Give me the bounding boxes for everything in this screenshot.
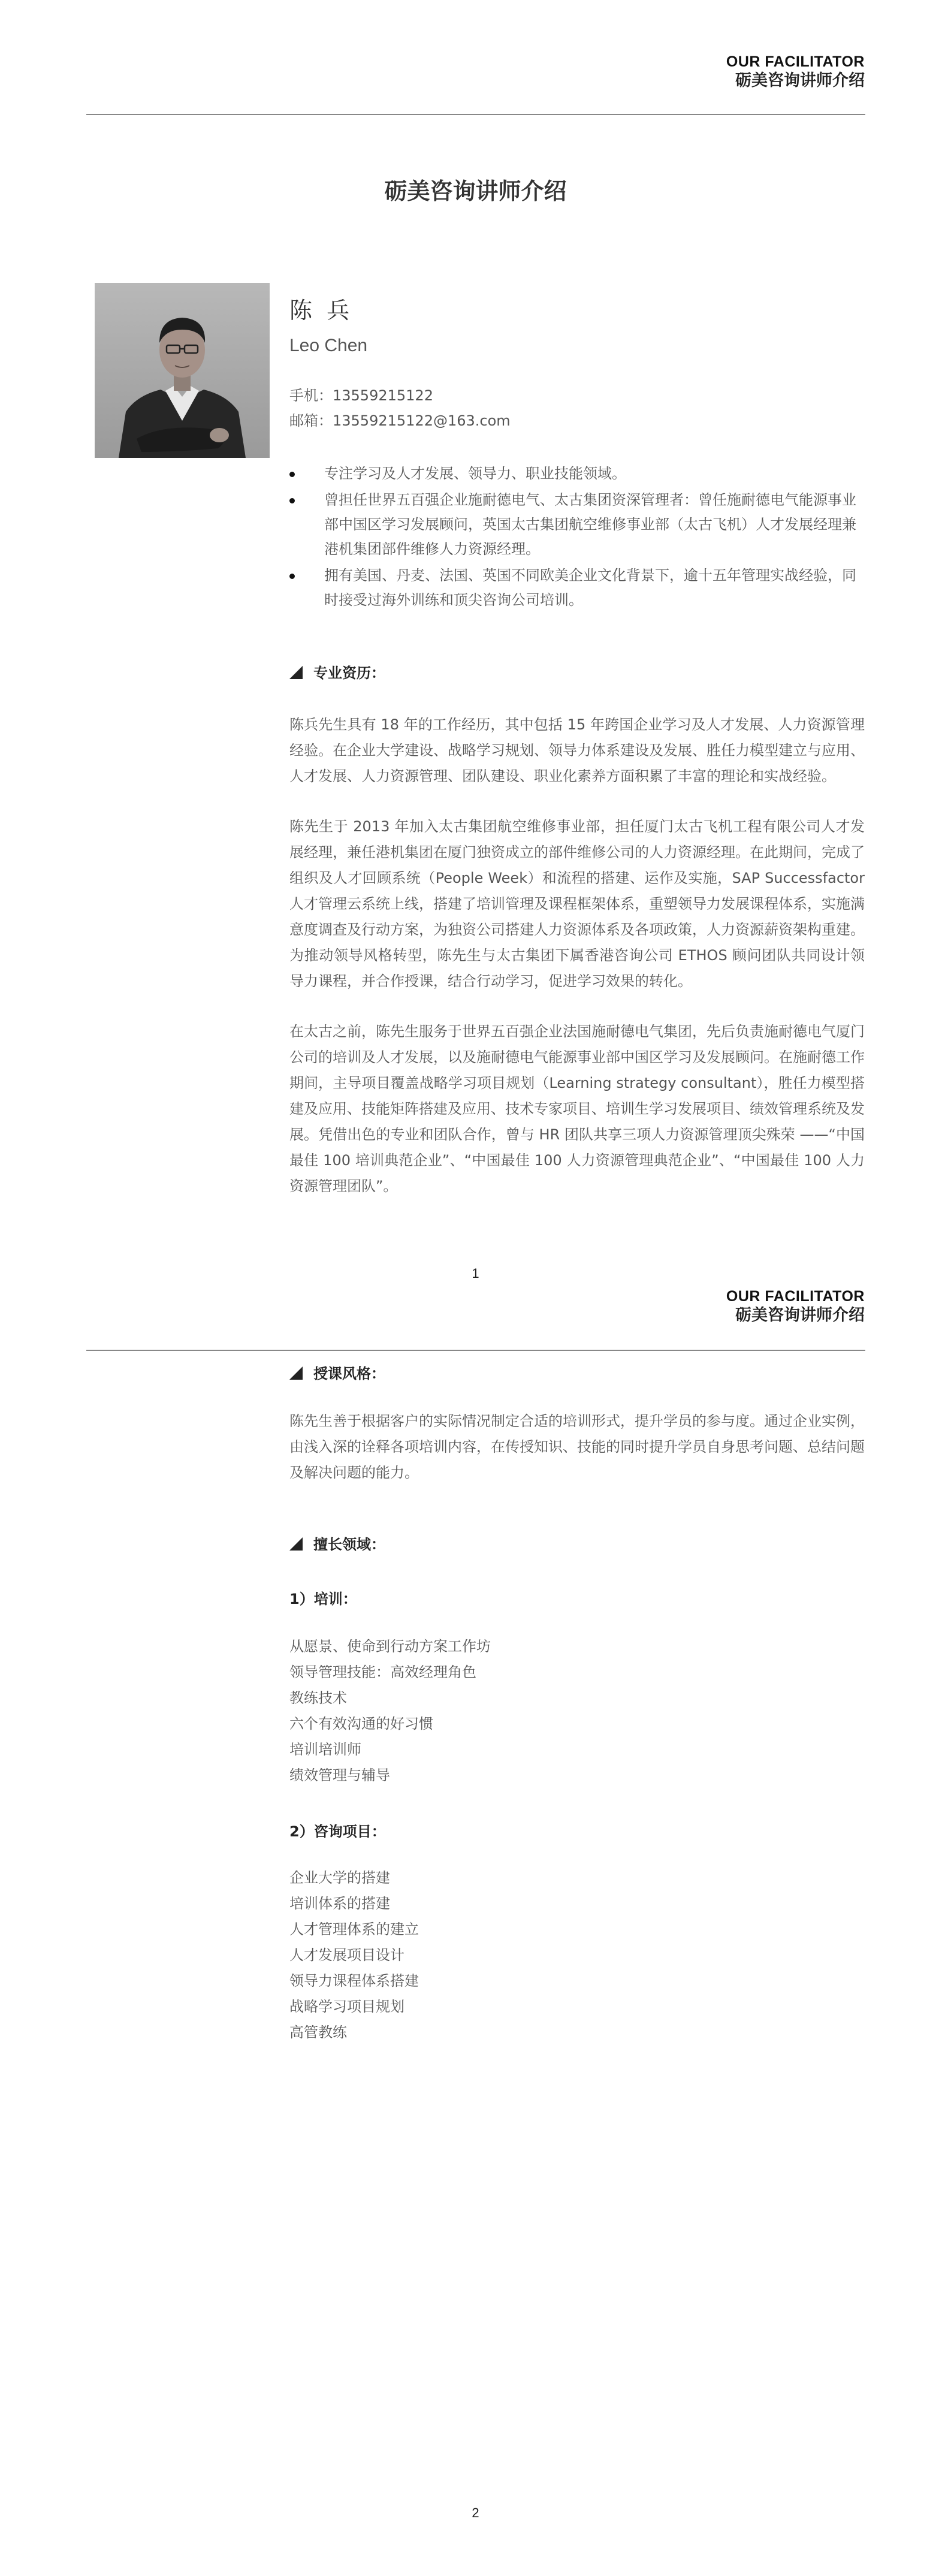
list-item: 领导力课程体系搭建 xyxy=(289,1972,419,1989)
document-title: 砺美咨询讲师介绍 xyxy=(384,178,567,204)
header-divider xyxy=(86,114,865,115)
triangle-marker-icon xyxy=(289,1537,303,1551)
header-title-cn: 砺美咨询讲师介绍 xyxy=(735,1306,865,1325)
profile-photo xyxy=(95,283,270,458)
experience-paragraph: 陈兵先生具有 18 年的工作经历，其中包括 15 年跨国企业学习及人才发展、人力资源管理经验。在企业大学建设、战略学习规划、领导力体系建设及发展、胜任力模型建立与应用、人才发展、人力资源管理、团队建设、职业化素养方面积累了丰富的理论和实战经验。 xyxy=(289,716,865,785)
style-paragraph: 陈先生善于根据客户的实际情况制定合适的培训形式，提升学员的参与度。通过企业实例，由浅入深的诠释各项培训内容，在传授知识、技能的同时提升学员自身思考问题、总结问题及解决问题的能力。 xyxy=(289,1413,865,1481)
list-item: 六个有效沟通的好习惯 xyxy=(289,1715,433,1732)
profile-name-cn: 陈 兵 xyxy=(289,297,354,324)
list-item: 战略学习项目规划 xyxy=(289,1998,404,2015)
section-heading-expertise: 擅长领域： xyxy=(289,1536,385,1554)
page-1 xyxy=(0,0,951,1281)
bullet-dot-icon xyxy=(289,498,295,503)
experience-paragraph: 陈先生于 2013 年加入太古集团航空维修事业部，担任厦门太古飞机工程有限公司人才发展经理，兼任港机集团在厦门独资成立的部件维修公司的人力资源经理。在此期间，完成了组织及人才回顾系统（People Week）和流程的搭建、运作及实施，SAP Successfactor 人才管理云系统上线，搭建了培训管理及课程框架体系，重塑领导力发展课程体系，实施满意度调查及行动方案，为独资公司搭建人力资源体系及各项政策，人力资源薪资架构重建。为推动领导风格转型，陈先生与太古集团下属香港咨询公司 ETHOS 顾问团队共同设计领导力课程，并合作授课，结合行动学习，促进学习效果的转化。 xyxy=(289,818,865,990)
list-item: 培训体系的搭建 xyxy=(289,1895,390,1912)
header-title-en: OUR FACILITATOR xyxy=(726,53,865,70)
profile-email: 邮箱：13559215122@163.com xyxy=(289,412,511,429)
highlights-list xyxy=(289,461,865,614)
header-divider xyxy=(86,1350,865,1351)
header-title-en: OUR FACILITATOR xyxy=(726,1288,865,1305)
consulting-subheading: 2）咨询项目： xyxy=(289,1823,386,1840)
page-header xyxy=(726,53,865,91)
list-item: 人才管理体系的建立 xyxy=(289,1921,419,1938)
list-item: 培训培训师 xyxy=(289,1741,361,1758)
profile-phone: 手机：13559215122 xyxy=(289,387,433,404)
list-item: 教练技术 xyxy=(289,1690,347,1706)
list-item: 企业大学的搭建 xyxy=(289,1869,390,1886)
consulting-list xyxy=(289,1865,419,2046)
training-list xyxy=(289,1634,491,1788)
profile-name-en: Leo Chen xyxy=(289,336,368,355)
list-item: 人才发展项目设计 xyxy=(289,1947,404,1963)
highlight-item: 专注学习及人才发展、领导力、职业技能领域。 xyxy=(289,461,865,486)
highlight-item: 曾担任世界五百强企业施耐德电气、太古集团资深管理者：曾任施耐德电气能源事业部中国区学习发展顾问，英国太古集团航空维修事业部（太古飞机）人才发展经理兼港机集团部件维修人力资源经理。 xyxy=(289,488,865,562)
triangle-marker-icon xyxy=(289,666,303,679)
highlight-item: 拥有美国、丹麦、法国、英国不同欧美企业文化背景下，逾十五年管理实战经验，同时接受过海外训练和顶尖咨询公司培训。 xyxy=(289,563,865,613)
bullet-dot-icon xyxy=(289,472,295,477)
section-heading-experience: 专业资历： xyxy=(289,664,385,682)
list-item: 绩效管理与辅导 xyxy=(289,1767,390,1784)
training-subheading: 1）培训： xyxy=(289,1591,357,1607)
page-number: 1 xyxy=(472,1266,479,1281)
header-title-cn: 砺美咨询讲师介绍 xyxy=(735,71,865,90)
section-heading-style: 授课风格： xyxy=(289,1365,385,1383)
list-item: 从愿景、使命到行动方案工作坊 xyxy=(289,1638,491,1655)
experience-paragraph: 在太古之前，陈先生服务于世界五百强企业法国施耐德电气集团，先后负责施耐德电气厦门公司的培训及人才发展，以及施耐德电气能源事业部中国区学习及发展顾问。在施耐德工作期间，主导项目覆盖战略学习项目规划（Learning strategy consultant），胜任力模型搭建及应用、技能矩阵搭建及应用、技术专家项目、培训生学习发展项目、绩效管理系统及发展。凭借出色的专业和团队合作，曾与 HR 团队共享三项人力资源管理顶尖殊荣 ——“中国最佳 100 培训典范企业”、“中国最佳 100 人力资源管理典范企业”、“中国最佳 100 人力资源管理团队”。 xyxy=(289,1023,865,1195)
bullet-dot-icon xyxy=(289,574,295,579)
page-number: 2 xyxy=(472,2505,479,2520)
list-item: 领导管理技能：高效经理角色 xyxy=(289,1664,476,1681)
page-header xyxy=(726,1287,865,1326)
page-2 xyxy=(0,1259,951,2576)
list-item: 高管教练 xyxy=(289,2024,347,2041)
triangle-marker-icon xyxy=(289,1367,303,1380)
